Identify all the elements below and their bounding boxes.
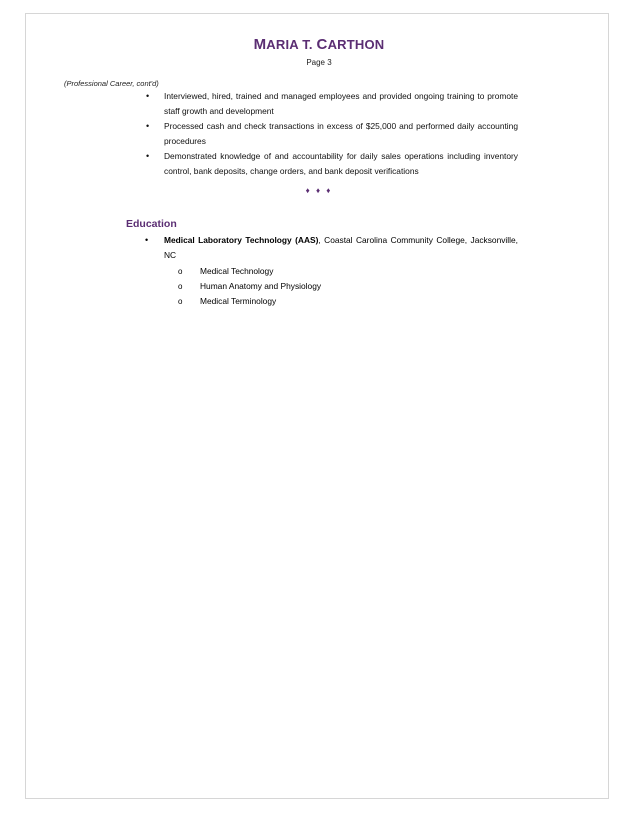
career-bullet: • Processed cash and check transactions in excess of $25,000 and performed daily accounting procedures <box>146 121 518 146</box>
education-bullet <box>130 233 518 263</box>
circle-bullet-icon: o <box>178 282 183 291</box>
career-bullet: • Interviewed, hired, trained and managed employees and provided ongoing training to promote staff growth and development <box>146 91 518 116</box>
page-number: Page 3 <box>306 58 332 67</box>
subject-item: o Human Anatomy and Physiology <box>178 279 321 294</box>
education-heading: Education <box>126 218 177 230</box>
section-continued-label: (Professional Career, cont'd) <box>64 79 159 88</box>
resume-name: MARIA T. CARTHON <box>253 36 385 53</box>
circle-bullet-icon: o <box>178 267 183 276</box>
bullet-icon: • <box>145 235 149 245</box>
career-bullet: • Demonstrated knowledge of and accountability for daily sales operations including inventory control, bank deposits, change orders, and bank deposit verifications <box>146 151 518 176</box>
degree-name: Medical Laboratory Technology (AAS) <box>164 235 319 245</box>
subject-item: o Medical Terminology <box>178 294 321 309</box>
career-bullet-list <box>147 89 518 179</box>
bullet-icon: • <box>146 91 150 101</box>
circle-bullet-icon: o <box>178 297 183 306</box>
subject-item: o Medical Technology <box>178 264 321 279</box>
education-list <box>130 233 518 263</box>
institution: , Coastal Carolina Community College, Jacksonville, NC <box>164 235 518 260</box>
diamond-separator: ♦ ♦ ♦ <box>305 186 333 195</box>
bullet-icon: • <box>146 151 150 161</box>
bullet-icon: • <box>146 121 150 131</box>
education-subjects <box>178 264 321 309</box>
